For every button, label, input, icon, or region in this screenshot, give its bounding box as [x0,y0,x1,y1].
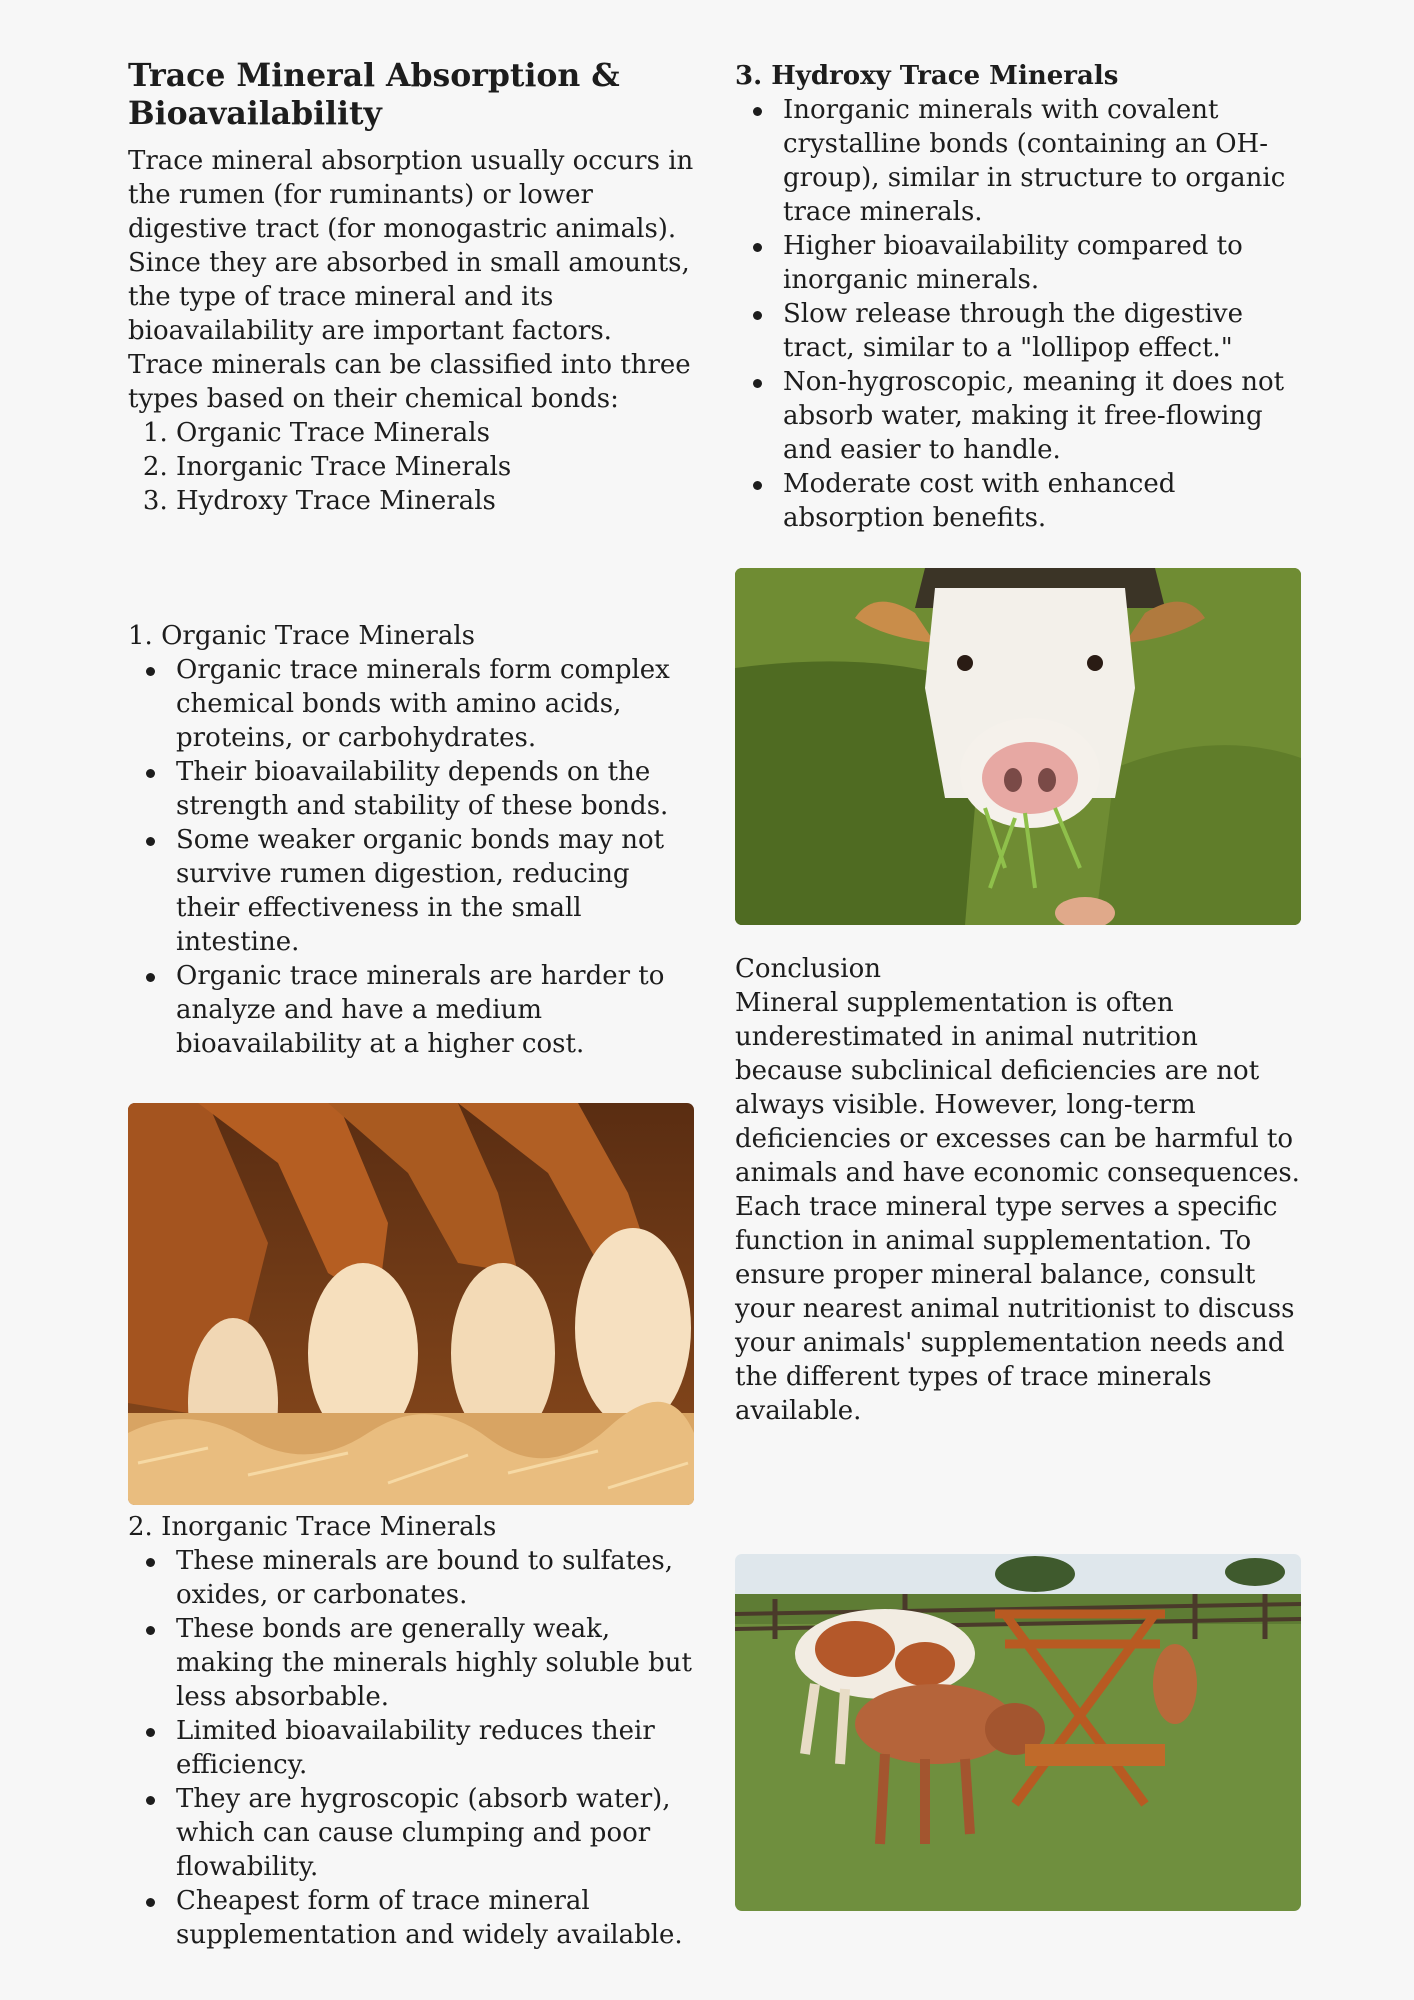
list-item: 2. Inorganic Trace Minerals [176,450,698,484]
list-item: Slow release through the digestive tract, similar to a "lollipop effect." [783,297,1305,365]
list-item: Cheapest form of trace mineral supplementation and widely available. [176,1884,698,1952]
list-item: Limited bioavailability reduces their efficiency. [176,1714,698,1782]
list-item: Non-hygroscopic, meaning it does not absorb water, making it free-flowing and easier to handle. [783,365,1305,467]
list-item: Their bioavailability depends on the strength and stability of these bonds. [176,755,698,823]
cow-closeup-illustration [735,568,1301,925]
list-item: Higher bioavailability compared to inorganic minerals. [783,229,1305,297]
inorganic-section [128,1510,698,1952]
cows-eating-hay-photo [128,1103,694,1505]
conclusion-paragraph-1: Mineral supplementation is often underestimated in animal nutrition because subclinical deficiencies are not always visible. However, long-term deficiencies or excesses can be harmful to animals and have economic consequences. [735,988,1300,1188]
page-title: Trace Mineral Absorption & Bioavailability [128,57,620,132]
list-item: Some weaker organic bonds may not survive rumen digestion, reducing their effectiveness in the small intestine. [176,823,698,959]
list-item: Organic trace minerals form complex chemical bonds with amino acids, proteins, or carbohydrates. [176,653,698,755]
conclusion-heading: Conclusion [735,954,881,984]
intro-paragraph-1: Trace mineral absorption usually occurs in the rumen (for ruminants) or lower digestive tract (for monogastric animals). Since they are absorbed in small amounts, the type of trace mineral and its bioavailability are important factors. [128,146,694,346]
mineral-types-list [128,416,698,518]
hydroxy-section [735,59,1305,535]
calves-feeder-photo [735,1554,1301,1911]
intro-section [128,144,698,518]
organic-heading: 1. Organic Trace Minerals [128,621,475,651]
cow-closeup-photo [735,568,1301,925]
list-item: Organic trace minerals are harder to analyze and have a medium bioavailability at a higher cost. [176,959,698,1061]
list-item: These minerals are bound to sulfates, oxides, or carbonates. [176,1544,698,1612]
list-item: 3. Hydroxy Trace Minerals [176,484,698,518]
organic-bullets [128,653,698,1061]
list-item: Inorganic minerals with covalent crystalline bonds (containing an OH- group), similar in structure to organic trace minerals. [783,93,1305,229]
inorganic-bullets [128,1544,698,1952]
list-item: They are hygroscopic (absorb water), which can cause clumping and poor flowability. [176,1782,698,1884]
inorganic-heading: 2. Inorganic Trace Minerals [128,1512,497,1542]
list-item: 1. Organic Trace Minerals [176,416,698,450]
cows-eating-hay-illustration [128,1103,694,1505]
hydroxy-bullets [735,93,1305,535]
intro-paragraph-2: Trace minerals can be classified into three types based on their chemical bonds: [128,350,691,414]
organic-section [128,619,698,1061]
calves-feeder-illustration [735,1554,1301,1911]
list-item: These bonds are generally weak, making the minerals highly soluble but less absorbable. [176,1612,698,1714]
hydroxy-heading: 3. Hydroxy Trace Minerals [735,61,1119,91]
conclusion-section [735,952,1305,1428]
conclusion-paragraph-2: Each trace mineral type serves a specific function in animal supplementation. To ensure proper mineral balance, consult your nearest animal nutritionist to discuss your animals' supplementation needs and the different types of trace minerals available. [735,1192,1295,1426]
list-item: Moderate cost with enhanced absorption benefits. [783,467,1305,535]
